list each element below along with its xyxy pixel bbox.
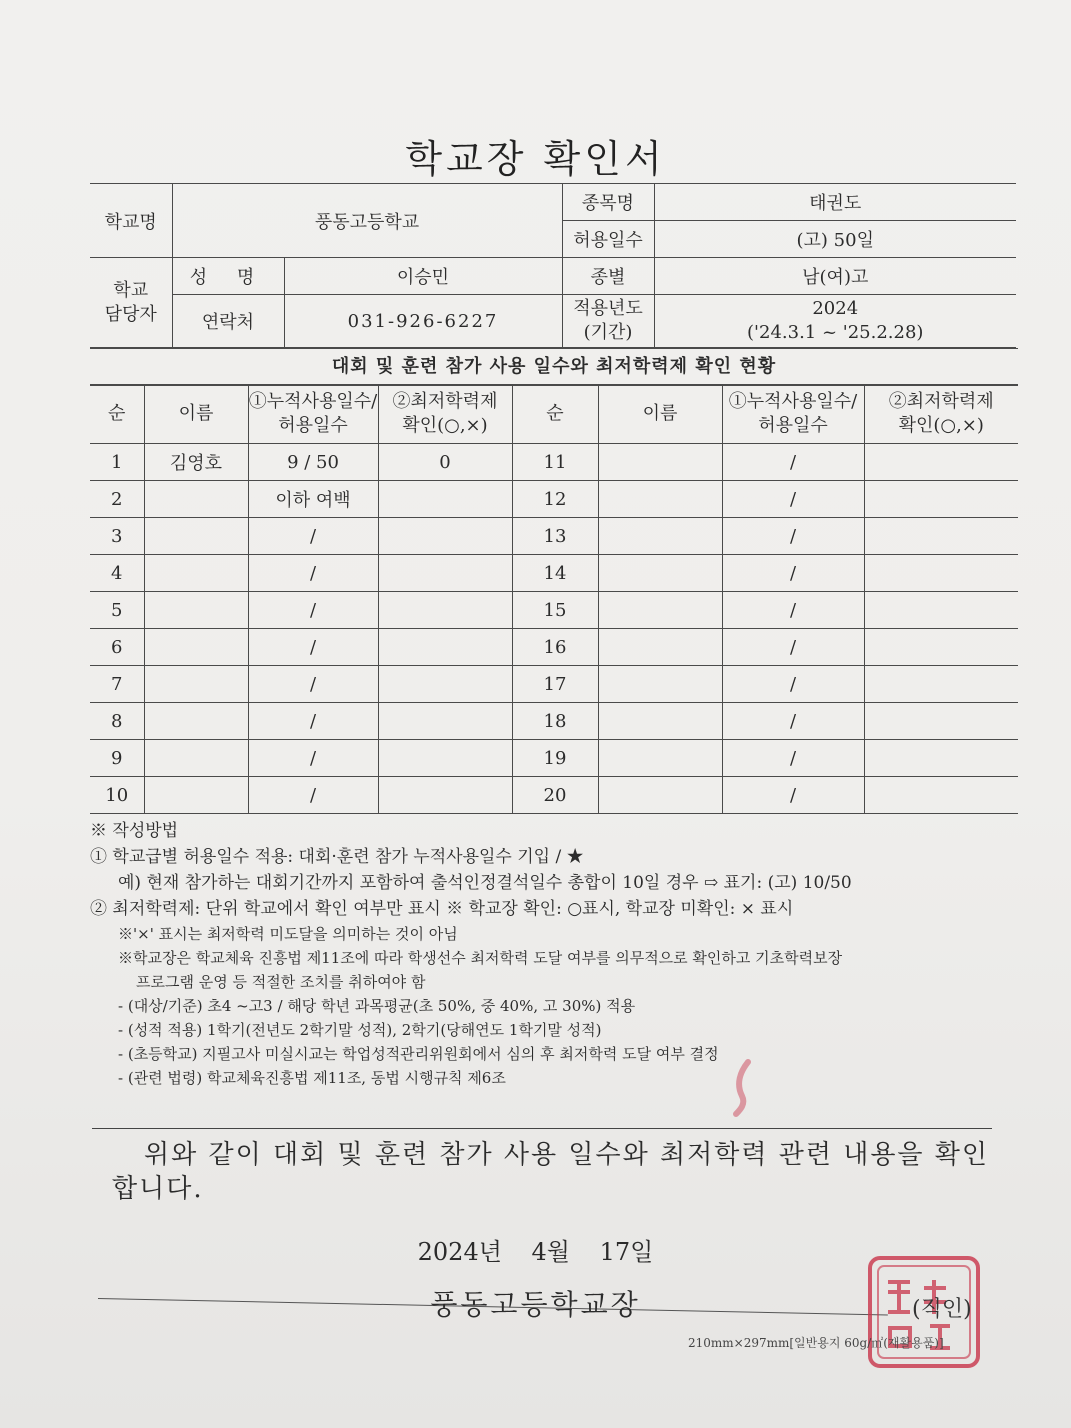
row-no-right: 13: [512, 518, 598, 555]
year-label: [562, 295, 654, 348]
row-used-right: /: [722, 703, 864, 740]
row-used-left: 이하 여백: [248, 481, 378, 518]
table-row: [90, 666, 1018, 703]
row-no-left: 5: [90, 592, 144, 629]
row-used-right: /: [722, 555, 864, 592]
row-used-left: /: [248, 555, 378, 592]
row-no-right: 17: [512, 666, 598, 703]
note-item-1: ① 학교급별 허용일수 적용: 대회·훈련 참가 누적사용일수 기입 / ★: [90, 847, 584, 867]
seal-label: (직인): [912, 1297, 972, 1322]
header-check: [378, 385, 512, 444]
row-name-right: [598, 666, 722, 703]
row-check-right: [864, 555, 1018, 592]
row-no-left: 4: [90, 555, 144, 592]
row-check-left: [378, 629, 512, 666]
row-check-left: [378, 481, 512, 518]
row-no-left: 7: [90, 666, 144, 703]
row-check-right: [864, 518, 1018, 555]
divider: [92, 1128, 992, 1129]
header-check-line2: 확인(○,×): [402, 415, 488, 436]
row-used-right: /: [722, 777, 864, 814]
school-name-value: 풍동고등학교: [172, 184, 562, 258]
table-row: [90, 777, 1018, 814]
row-no-right: 12: [512, 481, 598, 518]
table-row: [90, 555, 1018, 592]
note-sub-6: - (관련 법령) 학교체육진흥법 제11조, 동법 시행규칙 제6조: [118, 1069, 506, 1087]
note-sub-1: ※'×' 표시는 최저학력 미도달을 의미하는 것이 아님: [118, 925, 458, 943]
header-check-right-line1: ②최저학력제: [888, 391, 994, 412]
row-name-left: [144, 740, 248, 777]
section-title: 대회 및 훈련 참가 사용 일수와 최저학력제 확인 현황: [90, 348, 1018, 386]
note-sub-3: - (대상/기준) 초4 ~고3 / 해당 학년 과목평균(초 50%, 중 40%, 고 30%) 적용: [118, 997, 636, 1015]
row-check-right: [864, 481, 1018, 518]
row-used-right: /: [722, 518, 864, 555]
row-no-left: 9: [90, 740, 144, 777]
row-check-left: 0: [378, 444, 512, 481]
row-check-right: [864, 592, 1018, 629]
row-no-right: 18: [512, 703, 598, 740]
row-name-left: [144, 666, 248, 703]
row-used-left: /: [248, 740, 378, 777]
header-name-right: 이름: [598, 385, 722, 444]
row-name-left: [144, 777, 248, 814]
note-sub-4: - (성적 적용) 1학기(전년도 2학기말 성적), 2학기(당해연도 1학기말 성적): [118, 1021, 602, 1039]
row-no-left: 2: [90, 481, 144, 518]
table-row: [90, 592, 1018, 629]
row-no-left: 1: [90, 444, 144, 481]
note-sub-2a: ※학교장은 학교체육 진흥법 제11조에 따라 학생선수 최저학력 도달 여부를 의무적으로 확인하고 기초학력보장: [118, 949, 843, 967]
header-no: 순: [90, 385, 144, 444]
row-check-left: [378, 555, 512, 592]
row-check-right: [864, 666, 1018, 703]
header-used-line1: ①누적사용일수/: [248, 391, 378, 412]
school-name-label: 학교명: [90, 184, 172, 258]
row-used-left: /: [248, 518, 378, 555]
usage-table: [90, 384, 1018, 814]
notes-heading: ※ 작성방법: [90, 821, 179, 841]
row-no-right: 14: [512, 555, 598, 592]
row-name-right: [598, 444, 722, 481]
name-value: 이승민: [284, 258, 562, 295]
principal-title: 풍동고등학교장: [430, 1288, 641, 1321]
gender-label: 종별: [562, 258, 654, 295]
row-name-left: [144, 703, 248, 740]
year-period: ('24.3.1 ~ '25.2.28): [747, 322, 924, 343]
row-used-left: /: [248, 777, 378, 814]
table-row: [90, 518, 1018, 555]
row-used-right: /: [722, 629, 864, 666]
row-used-left: 9 / 50: [248, 444, 378, 481]
row-name-left: [144, 629, 248, 666]
row-check-left: [378, 518, 512, 555]
gender-value: 남(여)고: [654, 258, 1016, 295]
row-check-left: [378, 740, 512, 777]
year-label-line1: 적용년도: [573, 298, 643, 319]
row-used-left: /: [248, 703, 378, 740]
row-used-right: /: [722, 444, 864, 481]
row-no-left: 8: [90, 703, 144, 740]
header-no-right: 순: [512, 385, 598, 444]
issue-date: 2024년 4월 17일: [417, 1238, 654, 1266]
row-name-right: [598, 777, 722, 814]
row-no-right: 15: [512, 592, 598, 629]
row-used-right: /: [722, 666, 864, 703]
header-used-right-line2: 허용일수: [758, 415, 828, 436]
row-no-left: 10: [90, 777, 144, 814]
manager-label-line2: 담당자: [104, 303, 157, 325]
row-name-right: [598, 518, 722, 555]
row-check-right: [864, 703, 1018, 740]
allowed-days-value: (고) 50일: [654, 221, 1016, 258]
row-used-left: /: [248, 592, 378, 629]
row-used-right: /: [722, 481, 864, 518]
table-row: [90, 444, 1018, 481]
paper-spec: 210mm×297mm[일반용지 60g/㎡(재활용품)]: [688, 1336, 944, 1350]
allowed-days-label: 허용일수: [562, 221, 654, 258]
header-used-line2: 허용일수: [278, 415, 348, 436]
table-header-row: [90, 385, 1018, 444]
row-name-right: [598, 592, 722, 629]
row-no-right: 16: [512, 629, 598, 666]
document-title: 학교장 확인서: [405, 137, 666, 181]
row-check-left: [378, 592, 512, 629]
row-used-left: /: [248, 629, 378, 666]
header-check-line1: ②최저학력제: [392, 391, 498, 412]
red-ink-mark: [728, 1058, 768, 1118]
row-name-left: [144, 555, 248, 592]
note-sub-5: - (초등학교) 지필고사 미실시교는 학업성적관리위원회에서 심의 후 최저학력 도달 여부 결정: [118, 1045, 719, 1063]
table-row: [90, 629, 1018, 666]
row-name-left: [144, 592, 248, 629]
row-check-right: [864, 629, 1018, 666]
note-sub-2b: 프로그램 운영 등 적절한 조치를 취하여야 함: [136, 973, 426, 991]
row-used-right: /: [722, 740, 864, 777]
header-name: 이름: [144, 385, 248, 444]
manager-label: [90, 258, 172, 348]
sport-label: 종목명: [562, 184, 654, 221]
manager-label-line1: 학교: [113, 279, 149, 301]
header-check-right-line2: 확인(○,×): [898, 415, 984, 436]
row-name-left: 김영호: [144, 444, 248, 481]
row-name-left: [144, 481, 248, 518]
name-label: 성 명: [172, 258, 284, 295]
table-row: [90, 740, 1018, 777]
year-label-line2: (기간): [583, 322, 633, 343]
row-name-right: [598, 629, 722, 666]
row-check-left: [378, 703, 512, 740]
year-number: 2024: [812, 298, 859, 319]
row-no-left: 6: [90, 629, 144, 666]
row-name-left: [144, 518, 248, 555]
header-used-right: [722, 385, 864, 444]
contact-value: 031-926-6227: [284, 295, 562, 348]
row-used-right: /: [722, 592, 864, 629]
school-info-table: [90, 183, 1016, 348]
row-name-right: [598, 740, 722, 777]
table-row: [90, 703, 1018, 740]
contact-label: 연락처: [172, 295, 284, 348]
note-item-1-example: 예) 현재 참가하는 대회기간까지 포함하여 출석인정결석일수 총합이 10일 경우 ⇨ 표기: (고) 10/50: [118, 873, 852, 893]
writing-instructions: [90, 818, 1020, 1090]
row-no-left: 3: [90, 518, 144, 555]
sport-value: 태권도: [654, 184, 1016, 221]
header-used-right-line1: ①누적사용일수/: [728, 391, 858, 412]
row-check-right: [864, 444, 1018, 481]
row-no-right: 19: [512, 740, 598, 777]
row-no-right: 11: [512, 444, 598, 481]
row-name-right: [598, 703, 722, 740]
row-name-right: [598, 555, 722, 592]
row-check-right: [864, 777, 1018, 814]
row-name-right: [598, 481, 722, 518]
row-check-left: [378, 777, 512, 814]
row-check-left: [378, 666, 512, 703]
row-used-left: /: [248, 666, 378, 703]
note-item-2: ② 최저학력제: 단위 학교에서 확인 여부만 표시 ※ 학교장 확인: ○표시, 학교장 미확인: × 표시: [90, 899, 794, 919]
header-used: [248, 385, 378, 444]
year-value: [654, 295, 1016, 348]
row-no-right: 20: [512, 777, 598, 814]
table-row: [90, 481, 1018, 518]
row-check-right: [864, 740, 1018, 777]
confirmation-text: 위와 같이 대회 및 훈련 참가 사용 일수와 최저학력 관련 내용을 확인합니다.: [112, 1140, 990, 1204]
header-check-right: [864, 385, 1018, 444]
